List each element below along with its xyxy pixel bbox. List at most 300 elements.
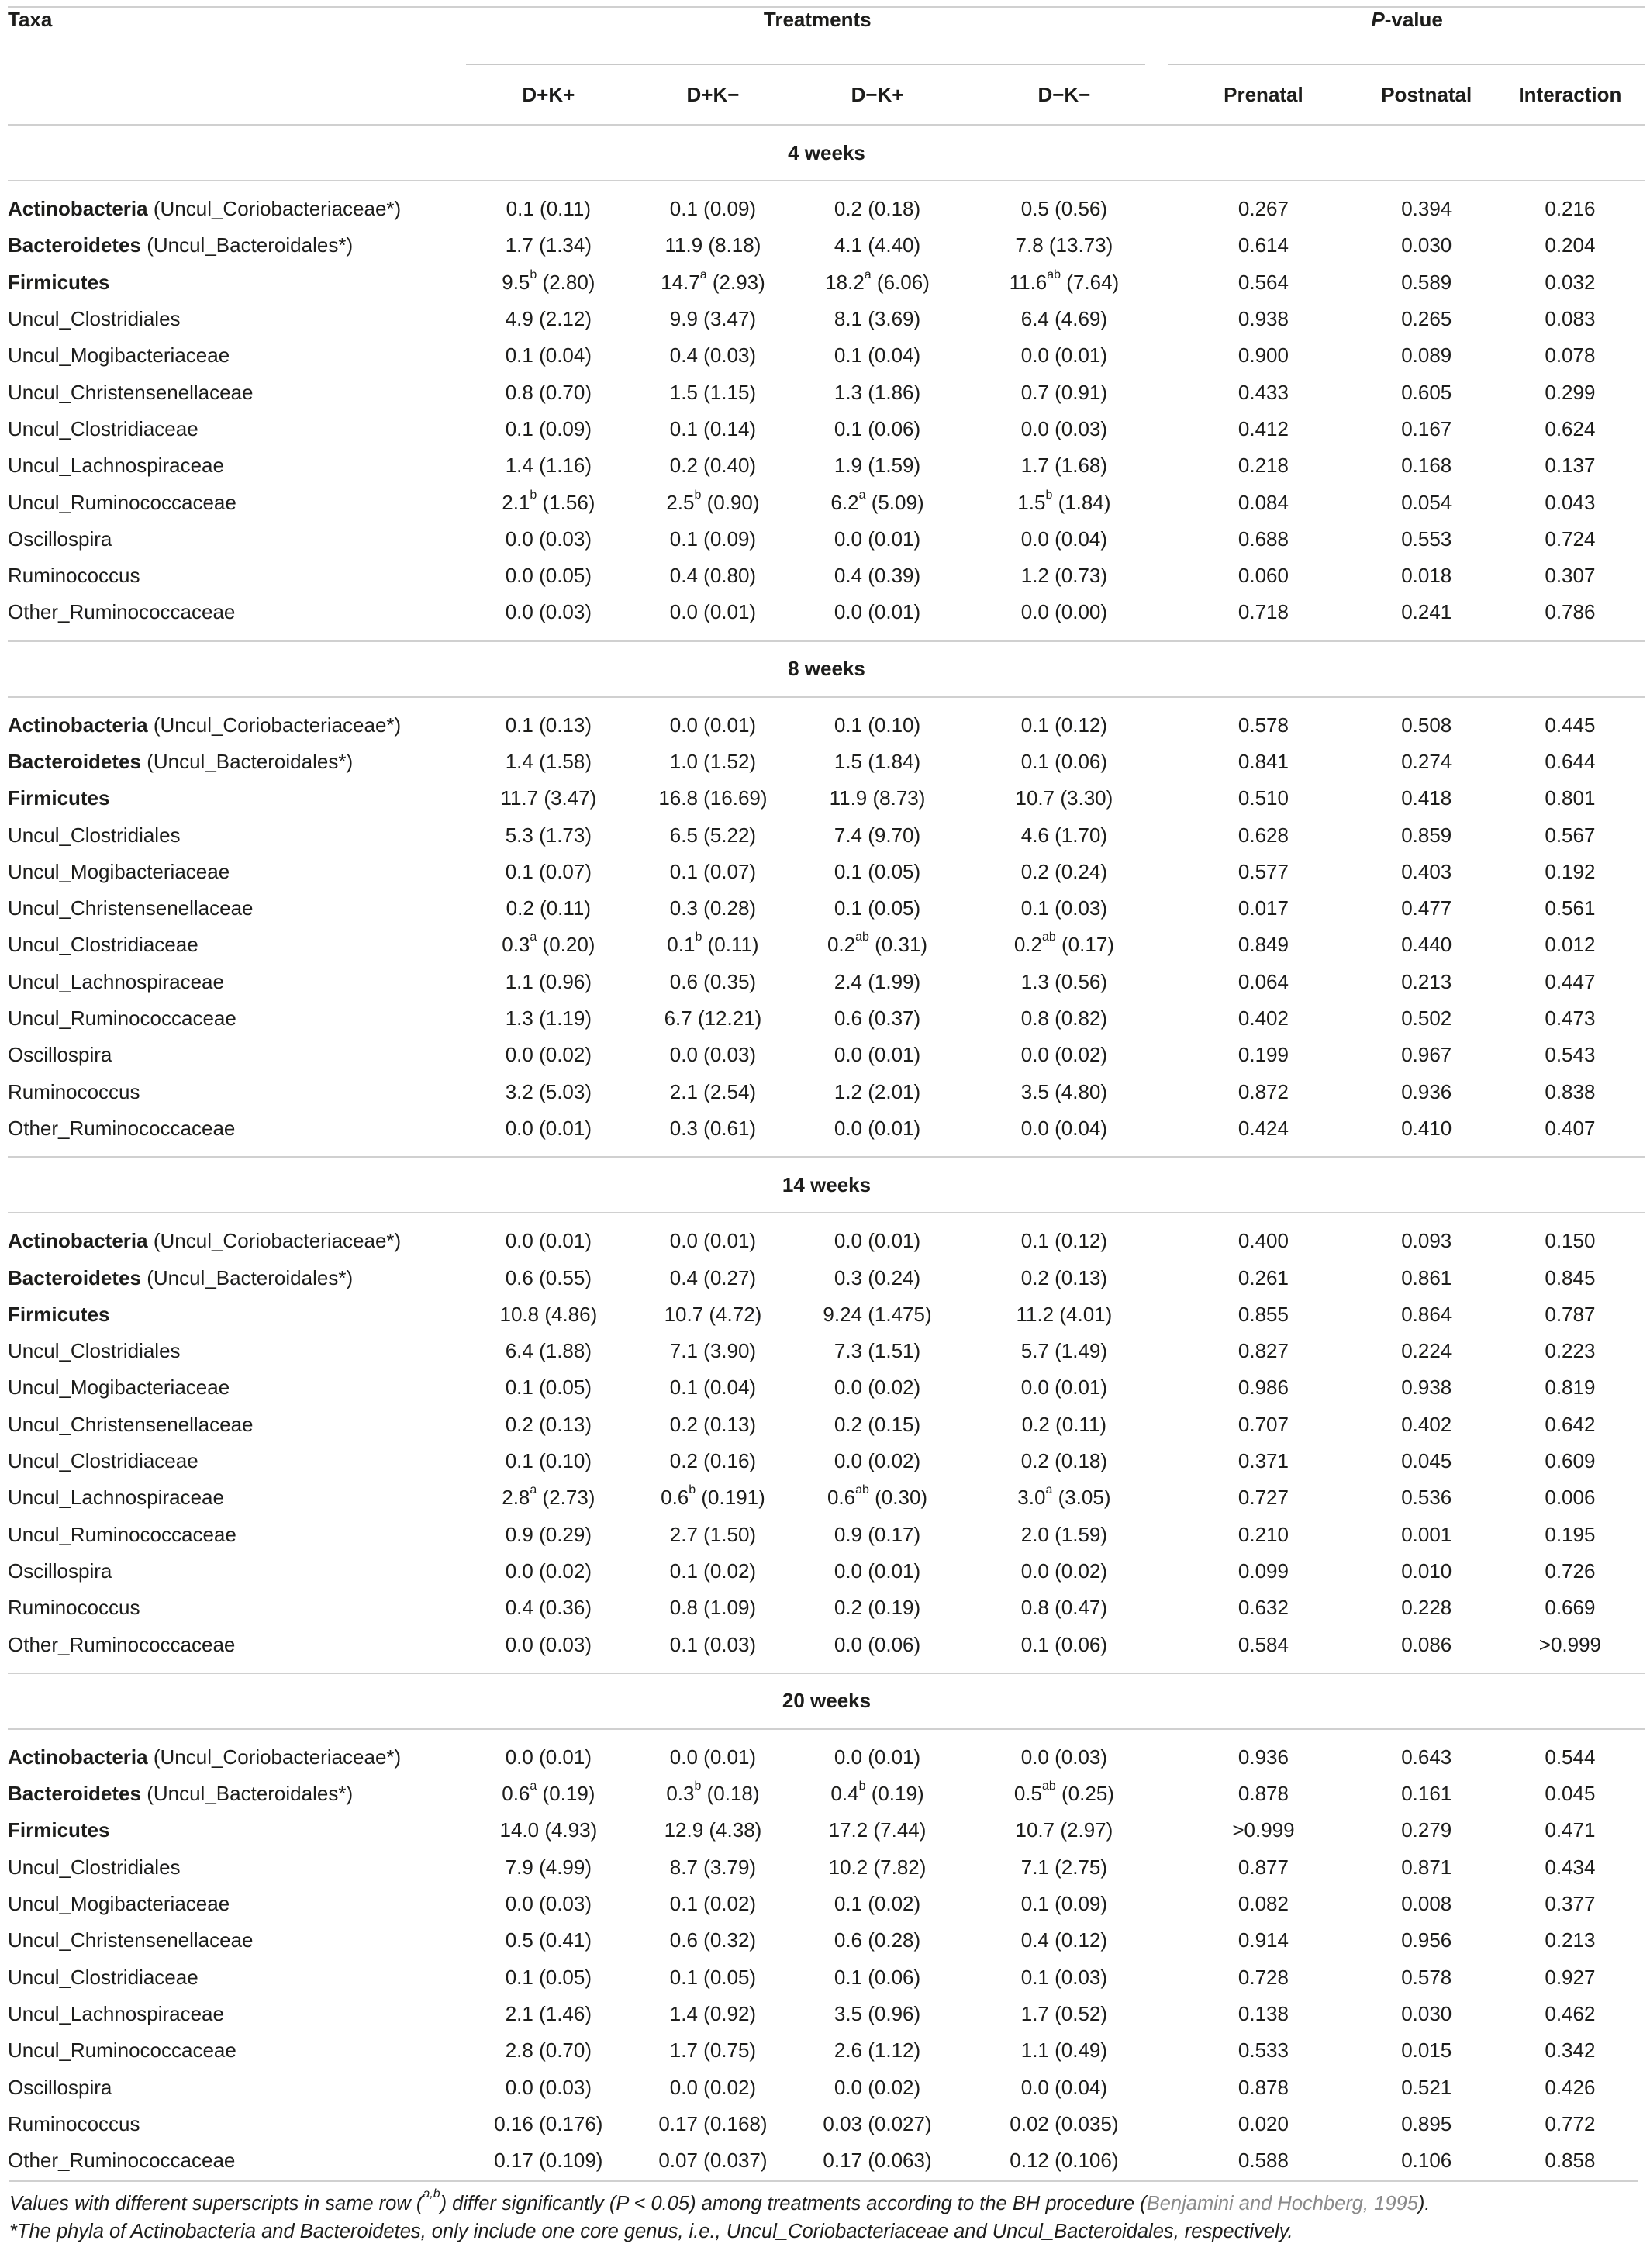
sem-value: (0.02) [862,1449,921,1473]
treatment-value [630,1259,795,1296]
p-value: 0.688 [1238,526,1289,551]
treatment-value [795,374,959,410]
treatment-value [630,337,795,374]
p-value: 0.589 [1401,270,1452,294]
mean-value: 0.0 [834,1745,863,1769]
taxa-label: Ruminococcus [8,1596,140,1620]
p-value: 0.261 [1238,1265,1289,1289]
p-value: 0.914 [1238,1928,1289,1952]
taxa-name [8,558,466,594]
treatment-value [630,374,795,410]
mean-value: 4.9 [505,307,533,331]
taxa-label: Uncul_Mogibacteriaceae [8,343,230,368]
p-value: 0.020 [1238,2111,1289,2135]
p-value: 0.161 [1401,1782,1452,1806]
sem-value: (8.73) [867,786,926,810]
sem-value: (0.07) [533,859,592,883]
treatment-value [960,964,1169,1000]
significance-superscript: a [530,1780,537,1793]
table-row [8,1037,1645,1073]
mean-value: 2.8 [502,1486,530,1510]
sem-value: (1.59) [1048,1522,1108,1546]
mean-value: 0.1 [667,933,696,957]
taxa-name [8,1886,466,1922]
taxa-phylum: Firmicutes [8,1818,110,1842]
p-value: >0.999 [1538,1632,1602,1656]
p-value: 0.440 [1401,933,1452,957]
sem-value: (0.05) [697,1965,757,1989]
table-row [8,1369,1645,1406]
taxa-name [8,1479,466,1516]
mean-value: 0.6 [669,969,698,993]
mean-value: 0.2 [834,197,863,221]
mean-value: 0.0 [834,2075,863,2099]
treatment-value [960,191,1169,227]
treatment-value [795,1922,959,1959]
taxa-label: Uncul_Lachnospiraceae [8,1486,224,1510]
taxa-label: (Uncul_Bacteroidales*) [140,233,354,257]
treatment-value [630,264,795,301]
p-value: 0.845 [1545,1265,1596,1289]
p-value: 0.084 [1238,490,1289,514]
sem-value: (0.17) [862,1522,921,1546]
taxa-label: Oscillospira [8,526,112,551]
section-header-row [8,1673,1645,1729]
results-table [8,6,1645,2188]
p-value: 0.377 [1545,1892,1596,1916]
treatment-value [466,1479,630,1516]
p-value: 0.561 [1545,896,1596,920]
treatment-value [630,447,795,484]
mean-value: 0.0 [1020,526,1049,551]
p-value: 0.871 [1401,1855,1452,1879]
sem-value: (0.04) [1048,1116,1108,1140]
mean-value: 1.1 [505,969,533,993]
mean-value: 6.7 [664,1006,692,1030]
table-row [8,1922,1645,1959]
p-value: 0.567 [1545,823,1596,847]
mean-value: 17.2 [828,1818,868,1842]
treatments-header: Treatments [466,7,1168,65]
table-row [8,558,1645,594]
p-value: 0.045 [1545,1782,1596,1806]
p-value: 0.224 [1401,1339,1452,1363]
significance-superscript: b [1045,488,1053,502]
treatment-value [630,1922,795,1959]
sem-value: (0.02) [533,1043,592,1067]
taxa-name [8,1517,466,1553]
p-value: 0.855 [1238,1302,1289,1326]
p-value: 0.878 [1238,2075,1289,2099]
mean-value: 7.1 [669,1339,698,1363]
table-row [8,1000,1645,1037]
treatment-value [795,594,959,630]
sem-value: (0.96) [533,969,592,993]
col-header-prenatal: Prenatal [1224,82,1303,106]
p-value: 0.786 [1545,600,1596,624]
p-value: 0.402 [1238,1006,1289,1030]
section-end-spacer-cell [8,1663,1645,1673]
sem-value: (2.73) [537,1486,595,1510]
sem-value: (0.01) [697,1745,757,1769]
mean-value: 0.3 [834,1265,863,1289]
taxa-name [8,1590,466,1626]
mean-value: 0.1 [669,1892,698,1916]
treatment-value [630,1849,795,1886]
mean-value: 0.1 [1020,1229,1049,1253]
significance-superscript: a [530,930,537,944]
mean-value: 8.7 [669,1855,698,1879]
mean-value: 0.1 [669,197,698,221]
mean-value: 2.8 [505,2038,533,2063]
table-row [8,1259,1645,1296]
p-value: 0.426 [1545,2075,1596,2099]
treatment-value [466,191,630,227]
taxa-name [8,1037,466,1073]
taxa-name [8,227,466,264]
mean-value: 0.17 [494,2149,533,2173]
taxa-name [8,964,466,1000]
section-end-spacer [8,1663,1645,1673]
mean-value: 1.5 [1017,490,1046,514]
taxa-name [8,1407,466,1443]
mean-value: 0.1 [669,1965,698,1989]
p-value: 0.412 [1238,416,1289,440]
citation-link[interactable]: Benjamini and Hochberg, 1995 [1146,2193,1418,2214]
mean-value: 0.0 [505,1892,533,1916]
p-value: 0.628 [1238,823,1289,847]
mean-value: 0.16 [494,2111,533,2135]
footnote-phyla: *The phyla of Actinobacteria and Bacteroidetes, only include one core genus, i.e., Uncul_Coriobacteriaceae and Uncul_Bacteroidales, respectively. [9,2221,1293,2242]
treatment-value [795,521,959,558]
sem-value: (0.02) [697,2075,757,2099]
sem-value: (0.027) [862,2111,932,2135]
treatment-value [960,264,1169,301]
table-row [8,1110,1645,1147]
p-value: 0.938 [1401,1376,1452,1400]
taxa-name [8,816,466,853]
treatment-value [795,191,959,227]
sem-value: (0.01) [862,1116,921,1140]
mean-value: 10.7 [664,1302,704,1326]
sem-value: (0.06) [862,416,921,440]
mean-value: 8.1 [834,307,863,331]
sem-value: (0.07) [697,859,757,883]
treatment-value [630,558,795,594]
mean-value: 9.9 [669,307,698,331]
p-value: 0.544 [1545,1745,1596,1769]
sem-value: (1.84) [862,750,921,773]
mean-value: 0.0 [834,1449,863,1473]
mean-value: 0.6 [827,1486,856,1510]
mean-value: 1.3 [1020,969,1049,993]
p-value: 0.533 [1238,2038,1289,2063]
section-header-row [8,641,1645,697]
sem-value: (0.92) [697,2001,757,2025]
mean-value: 0.0 [1020,1376,1049,1400]
p-value: 0.299 [1545,380,1596,404]
treatment-value [630,1517,795,1553]
mean-value: 0.1 [669,526,698,551]
sem-value: (0.13) [533,1412,592,1436]
sem-value: (0.25) [1055,1782,1114,1806]
taxa-name [8,1000,466,1037]
taxa-name [8,301,466,337]
p-value: 0.410 [1401,1116,1452,1140]
p-value: 0.956 [1401,1928,1452,1952]
mean-value: 0.1 [506,197,534,221]
treatment-value [466,1407,630,1443]
sem-value: (0.24) [862,1265,921,1289]
taxa-name [8,1296,466,1333]
mean-value: 0.0 [669,1043,698,1067]
p-value: 0.877 [1238,1855,1289,1879]
treatment-value [630,227,795,264]
sem-value: (0.02) [697,1892,757,1916]
sem-value: (0.01) [862,1229,921,1253]
significance-superscript: b [695,930,702,944]
sem-value: (0.19) [537,1782,595,1806]
p-value: 0.669 [1545,1596,1596,1620]
p-value: 0.819 [1545,1376,1596,1400]
p-value: 0.577 [1238,859,1289,883]
sem-value: (0.03) [533,2075,592,2099]
p-value: 0.424 [1238,1116,1289,1140]
table-row [8,1407,1645,1443]
mean-value: 0.0 [505,564,533,588]
sem-value: (0.73) [1048,564,1108,588]
table-row [8,816,1645,853]
treatment-value [795,2142,959,2179]
mean-value: 0.5 [1013,1782,1042,1806]
mean-value: 0.2 [1021,1412,1050,1436]
treatment-value [795,411,959,447]
p-value: 0.403 [1401,859,1452,883]
mean-value: 10.7 [1015,1818,1055,1842]
section-spacer-cell [8,181,1645,191]
sem-value: (0.70) [533,380,592,404]
treatment-value [960,1407,1169,1443]
mean-value: 0.1 [1020,713,1049,737]
sem-value: (0.03) [533,1892,592,1916]
mean-value: 0.1 [669,416,698,440]
mean-value: 0.2 [505,1412,533,1436]
mean-value: 0.3 [666,1782,695,1806]
sem-value: (0.16) [697,1449,757,1473]
sem-value: (1.59) [862,454,921,478]
significance-superscript: b [689,1483,696,1497]
p-value: 0.872 [1238,1079,1289,1103]
sem-value: (0.14) [697,416,757,440]
taxa-label: (Uncul_Coriobacteriaceae*) [147,1745,402,1769]
sem-value: (0.28) [862,1928,921,1952]
taxa-label: (Uncul_Coriobacteriaceae*) [147,713,402,737]
treatment-value [960,1959,1169,1995]
mean-value: 2.4 [834,969,863,993]
treatment-value [466,1922,630,1959]
sem-value: (0.12) [1048,713,1108,737]
mean-value: 10.7 [1015,786,1055,810]
sem-value: (0.41) [533,1928,592,1952]
treatment-value [795,301,959,337]
sem-value: (5.09) [865,490,924,514]
treatment-value [960,374,1169,410]
mean-value: 0.2 [834,1412,863,1436]
mean-value: 0.7 [1020,380,1049,404]
taxa-phylum: Actinobacteria [8,713,148,737]
sem-value: (1.73) [533,823,592,847]
mean-value: 18.2 [825,270,865,294]
table-row [8,1959,1645,1995]
mean-value: 1.4 [505,454,533,478]
sem-value: (3.47) [697,307,757,331]
treatment-value [960,1000,1169,1037]
taxa-label: (Uncul_Coriobacteriaceae*) [147,1229,402,1253]
sem-value: (8.18) [702,233,761,257]
mean-value: 0.12 [1010,2149,1049,2173]
treatment-value [960,1110,1169,1147]
treatment-value [630,594,795,630]
treatment-value [960,1886,1169,1922]
treatment-value [466,227,630,264]
mean-value: 0.8 [669,1596,698,1620]
treatment-value [630,1886,795,1922]
p-value: 0.060 [1238,564,1289,588]
sem-value: (0.29) [533,1522,592,1546]
taxa-phylum: Firmicutes [8,786,110,810]
sem-value: (1.16) [533,454,592,478]
mean-value: 0.4 [1020,1928,1049,1952]
mean-value: 0.0 [834,1229,863,1253]
mean-value: 0.2 [1013,933,1042,957]
p-value: 0.045 [1401,1449,1452,1473]
taxa-name [8,890,466,927]
mean-value: 0.2 [1020,1265,1049,1289]
treatment-value [630,1443,795,1479]
taxa-header: Taxa [8,8,53,31]
sem-value: (0.70) [533,2038,592,2063]
treatment-value [960,1259,1169,1296]
table-row [8,780,1645,816]
table-row [8,1996,1645,2032]
col-header-postnatal: Postnatal [1381,82,1472,106]
p-value: 0.241 [1401,600,1452,624]
table-row [8,1296,1645,1333]
mean-value: 9.5 [502,270,530,294]
p-value: 0.462 [1545,2001,1596,2025]
mean-value: 0.1 [669,859,698,883]
p-value: 0.510 [1238,786,1289,810]
significance-superscript: b [858,1780,866,1793]
p-value: 0.564 [1238,270,1289,294]
sem-value: (1.15) [697,380,757,404]
treatment-value [630,890,795,927]
table-row [8,374,1645,410]
sem-value: (7.64) [1061,270,1120,294]
treatment-value [795,337,959,374]
table-row [8,1479,1645,1516]
taxa-phylum: Bacteroidetes [8,1265,141,1289]
sem-value: (3.90) [697,1339,757,1363]
sem-value: (1.46) [533,2001,592,2025]
sem-value: (0.04) [1048,2075,1108,2099]
treatment-value [466,1296,630,1333]
p-value: >0.999 [1232,1818,1295,1842]
mean-value: 0.02 [1010,2111,1049,2135]
sem-value: (0.05) [533,564,592,588]
col-header-dpkp: D+K+ [522,82,575,106]
p-value: 0.473 [1545,1006,1596,1030]
mean-value: 0.1 [505,713,533,737]
taxa-name [8,1110,466,1147]
sem-value: (0.11) [1049,1412,1107,1436]
mean-value: 0.0 [1020,600,1049,624]
treatment-value [795,1626,959,1662]
treatment-value [630,1333,795,1369]
section-title: 8 weeks [8,641,1645,697]
sem-value: (0.01) [1048,1376,1108,1400]
treatment-value [630,816,795,853]
sem-value: (0.03) [1048,1745,1108,1769]
treatment-value [630,301,795,337]
treatment-value [960,447,1169,484]
taxa-label: Uncul_Mogibacteriaceae [8,1376,230,1400]
sem-value: (0.03) [697,1043,757,1067]
taxa-name [8,2106,466,2142]
section-header-row [8,1157,1645,1213]
treatment-value [960,301,1169,337]
section-end-spacer-cell [8,1147,1645,1157]
p-value: 0.213 [1545,1928,1596,1952]
mean-value: 0.0 [669,1229,698,1253]
sem-value: (1.88) [533,1339,592,1363]
p-value: 0.578 [1401,1965,1452,1989]
sem-value: (0.01) [1048,343,1108,368]
p-value: 0.018 [1401,564,1452,588]
col-header-interaction: Interaction [1518,82,1622,106]
mean-value: 7.8 [1015,233,1044,257]
table-row [8,744,1645,780]
taxa-label: Uncul_Ruminococcaceae [8,1006,236,1030]
sem-value: (0.04) [697,1376,757,1400]
mean-value: 3.5 [1020,1079,1049,1103]
p-value: 0.213 [1401,969,1452,993]
treatment-value [960,1369,1169,1406]
treatment-value [960,1479,1169,1516]
mean-value: 0.2 [1020,859,1049,883]
taxa-label: Oscillospira [8,1043,112,1067]
table-row [8,484,1645,520]
taxa-label: Uncul_Clostridiaceae [8,933,198,957]
treatment-value [960,2032,1169,2069]
sem-value: (0.13) [1048,1265,1108,1289]
p-value: 0.078 [1545,343,1596,368]
taxa-label: Other_Ruminococcaceae [8,1116,236,1140]
treatment-value [466,1333,630,1369]
sem-value: (0.09) [697,526,757,551]
mean-value: 0.6 [505,1265,533,1289]
mean-value: 0.0 [669,2075,698,2099]
sem-value: (0.28) [697,896,757,920]
significance-superscript: a [530,1483,537,1497]
mean-value: 2.1 [502,490,530,514]
mean-value: 0.1 [669,1376,698,1400]
treatment-value [960,558,1169,594]
table-row [8,594,1645,630]
taxa-label: Uncul_Ruminococcaceae [8,1522,236,1546]
taxa-phylum: Actinobacteria [8,1745,148,1769]
taxa-label: Other_Ruminococcaceae [8,600,236,624]
